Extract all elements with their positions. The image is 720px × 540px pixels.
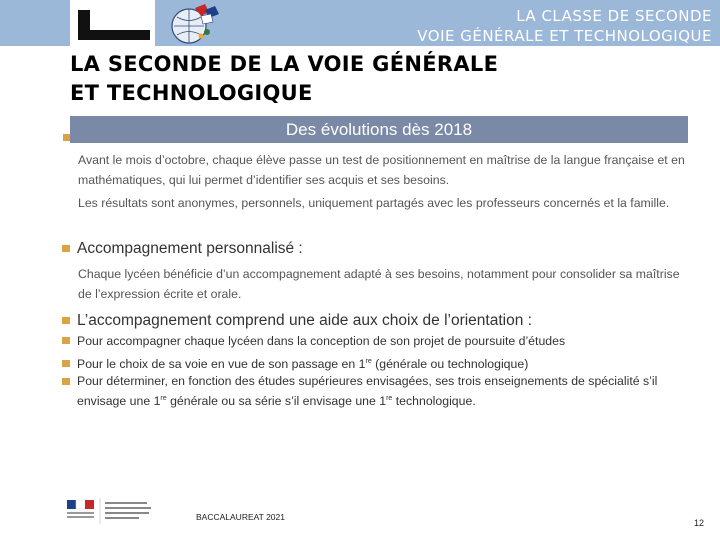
- sub-bullet-specialite: [62, 373, 682, 410]
- page-number: 12: [694, 518, 705, 528]
- band-title: [417, 6, 712, 46]
- bullet-text: Accompagnement personnalisé :: [77, 240, 303, 257]
- superscript: re: [386, 395, 393, 402]
- page-title-line2: ET TECHNOLOGIQUE: [70, 81, 313, 105]
- paragraph-accompagnement: Chaque lycéen bénéficie d’un accompagnement adapté à ses besoins, notamment pour consolider sa maîtrise de l’expression écrite et orale.: [78, 267, 680, 301]
- section-banner: Des évolutions dès 2018: [70, 116, 688, 143]
- sub-bullet-text-block: [62, 373, 682, 410]
- paragraph-positioning-test: Avant le mois d’octobre, chaque élève passe un test de positionnement en maîtrise de la langue française et en mathématiques, qui lui permet d’identifier ses acquis et ses besoins.: [78, 153, 685, 187]
- bullet-accompagnement: [62, 239, 303, 259]
- logo: [70, 0, 155, 46]
- page-title-line1: LA SECONDE DE LA VOIE GÉNÉRALE: [70, 52, 499, 76]
- ministry-logo-icon: [62, 495, 160, 527]
- sub-bullet-voie: [62, 353, 682, 373]
- footer-text: BACCALAUREAT 2021: [196, 512, 285, 522]
- sub-bullet-text-a: Pour le choix de sa voie en vue de son passage en 1: [77, 357, 366, 372]
- bullet-square-icon: [62, 317, 70, 324]
- bullet-square-icon: [62, 378, 70, 385]
- bullet-square-icon: [62, 245, 70, 252]
- sub-bullet-project: [62, 333, 682, 350]
- band-title-line2: VOIE GÉNÉRALE ET TECHNOLOGIQUE: [417, 27, 712, 45]
- sub-bullet-text-b: (générale ou technologique): [371, 357, 529, 372]
- paragraph-results: Les résultats sont anonymes, personnels, uniquement partagés avec les professeurs concernés et la famille.: [78, 196, 670, 210]
- bullet-square-icon: [62, 360, 70, 367]
- page-title: [70, 50, 498, 108]
- bullet-orientation: [62, 311, 532, 331]
- sub-bullet-text-c: technologique.: [392, 394, 476, 409]
- superscript: re: [160, 395, 167, 402]
- bullet-square-icon: [62, 337, 70, 344]
- superscript: re: [365, 358, 372, 365]
- academy-emblem-icon: [165, 2, 235, 46]
- band-title-line1: LA CLASSE DE SECONDE: [516, 7, 712, 25]
- sub-bullet-text-a: Pour déterminer, en fonction des études supérieures envisagées, ses trois enseignements de spécialité s’il envisage une 1: [77, 374, 658, 409]
- sub-bullet-text: Pour accompagner chaque lycéen dans la conception de son projet de poursuite d’études: [77, 334, 566, 348]
- bullet-text: L’accompagnement comprend une aide aux choix de l’orientation :: [77, 312, 532, 329]
- sub-bullet-text-b: générale ou sa série s’il envisage une 1: [166, 394, 387, 409]
